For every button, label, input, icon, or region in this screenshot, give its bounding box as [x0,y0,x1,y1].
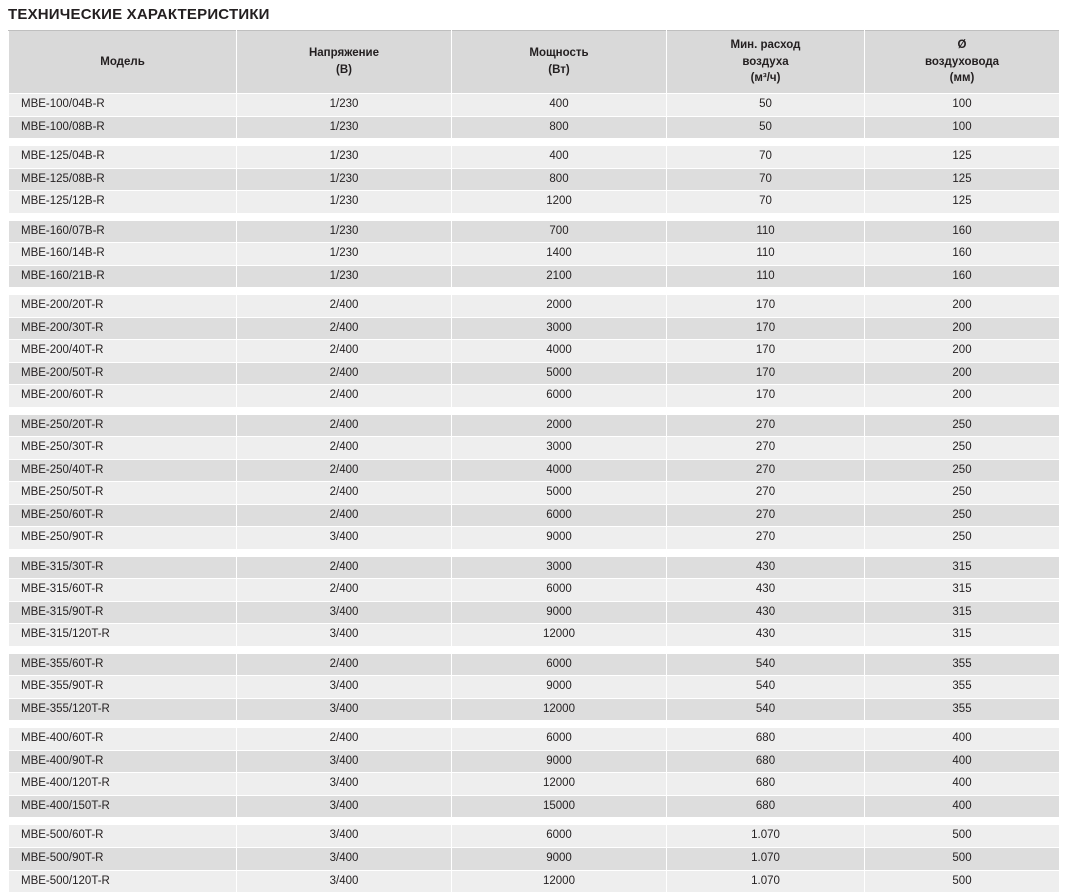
cell-voltage: 3/400 [237,825,452,848]
cell-duct-diameter: 400 [865,750,1060,773]
column-header-power [452,31,667,94]
cell-min-airflow: 50 [667,94,865,117]
column-header-duct-diameter [865,31,1060,94]
cell-power: 6000 [452,385,667,408]
cell-power: 800 [452,168,667,191]
cell-power: 6000 [452,504,667,527]
page-title: ТЕХНИЧЕСКИЕ ХАРАКТЕРИСТИКИ [8,6,270,23]
cell-model: MBE-200/50T-R [9,362,237,385]
column-header-min-airflow-label2: воздуха [742,55,789,68]
cell-power: 400 [452,94,667,117]
table-row [9,795,1060,818]
cell-duct-diameter: 355 [865,653,1060,676]
cell-power: 2100 [452,265,667,288]
cell-duct-diameter: 400 [865,795,1060,818]
cell-duct-diameter: 250 [865,527,1060,550]
cell-model: MBE-355/120T-R [9,698,237,721]
table-row [9,601,1060,624]
cell-min-airflow: 50 [667,116,865,139]
cell-min-airflow: 430 [667,601,865,624]
cell-power: 3000 [452,437,667,460]
cell-power: 9000 [452,750,667,773]
table-row [9,579,1060,602]
table-row [9,168,1060,191]
cell-power: 2000 [452,414,667,437]
cell-model: MBE-355/90T-R [9,676,237,699]
table-group-separator-cell [9,549,1060,556]
cell-power: 6000 [452,825,667,848]
cell-duct-diameter: 160 [865,265,1060,288]
cell-duct-diameter: 160 [865,220,1060,243]
cell-voltage: 1/230 [237,94,452,117]
cell-power: 400 [452,146,667,169]
cell-power: 1400 [452,243,667,266]
cell-power: 12000 [452,870,667,893]
table-group-separator [9,407,1060,414]
cell-power: 1200 [452,191,667,214]
cell-duct-diameter: 250 [865,414,1060,437]
table-row [9,653,1060,676]
cell-min-airflow: 270 [667,527,865,550]
table-group-separator-cell [9,818,1060,825]
cell-model: MBE-355/60T-R [9,653,237,676]
table-group-separator [9,646,1060,653]
cell-voltage: 2/400 [237,437,452,460]
cell-duct-diameter: 315 [865,624,1060,647]
cell-power: 2000 [452,295,667,318]
column-header-voltage-label: Напряжение [308,47,380,60]
cell-voltage: 1/230 [237,116,452,139]
cell-voltage: 3/400 [237,698,452,721]
table-body [9,94,1060,893]
cell-voltage: 2/400 [237,362,452,385]
column-header-voltage [237,31,452,94]
column-header-min-airflow-unit: (м³/ч) [750,72,781,85]
table-group-separator [9,549,1060,556]
cell-voltage: 3/400 [237,847,452,870]
cell-power: 6000 [452,728,667,751]
cell-duct-diameter: 250 [865,437,1060,460]
table-group-separator [9,288,1060,295]
cell-model: MBE-200/20T-R [9,295,237,318]
cell-model: MBE-400/90T-R [9,750,237,773]
table-row [9,773,1060,796]
cell-voltage: 2/400 [237,579,452,602]
column-header-min-airflow-label1: Мин. расход [730,38,801,51]
table-header-row [9,31,1060,94]
cell-power: 5000 [452,482,667,505]
cell-power: 15000 [452,795,667,818]
cell-model: MBE-160/07B-R [9,220,237,243]
cell-voltage: 2/400 [237,317,452,340]
cell-voltage: 2/400 [237,504,452,527]
cell-model: MBE-100/08B-R [9,116,237,139]
table-row [9,825,1060,848]
table-group-separator-cell [9,646,1060,653]
column-header-model [9,31,237,94]
cell-power: 4000 [452,340,667,363]
cell-duct-diameter: 250 [865,459,1060,482]
table-row [9,437,1060,460]
cell-voltage: 2/400 [237,482,452,505]
table-group-separator [9,818,1060,825]
cell-model: MBE-250/20T-R [9,414,237,437]
table-group-separator-cell [9,407,1060,414]
cell-power: 800 [452,116,667,139]
cell-min-airflow: 70 [667,146,865,169]
cell-power: 700 [452,220,667,243]
cell-model: MBE-400/60T-R [9,728,237,751]
cell-min-airflow: 270 [667,482,865,505]
table-row [9,146,1060,169]
cell-power: 12000 [452,698,667,721]
cell-model: MBE-315/60T-R [9,579,237,602]
table-row [9,317,1060,340]
cell-min-airflow: 430 [667,556,865,579]
cell-duct-diameter: 125 [865,191,1060,214]
cell-duct-diameter: 100 [865,116,1060,139]
cell-voltage: 2/400 [237,340,452,363]
cell-duct-diameter: 200 [865,385,1060,408]
table-row [9,191,1060,214]
cell-model: MBE-200/40T-R [9,340,237,363]
cell-voltage: 3/400 [237,527,452,550]
cell-min-airflow: 70 [667,168,865,191]
cell-model: MBE-200/30T-R [9,317,237,340]
cell-voltage: 1/230 [237,146,452,169]
cell-model: MBE-250/50T-R [9,482,237,505]
cell-model: MBE-125/12B-R [9,191,237,214]
table-row [9,676,1060,699]
cell-power: 9000 [452,601,667,624]
cell-min-airflow: 1.070 [667,870,865,893]
cell-model: MBE-500/120T-R [9,870,237,893]
cell-voltage: 2/400 [237,385,452,408]
table-group-separator [9,139,1060,146]
cell-power: 12000 [452,773,667,796]
cell-voltage: 3/400 [237,624,452,647]
table-row [9,847,1060,870]
cell-power: 5000 [452,362,667,385]
cell-model: MBE-315/90T-R [9,601,237,624]
cell-duct-diameter: 200 [865,295,1060,318]
cell-model: MBE-160/21B-R [9,265,237,288]
cell-duct-diameter: 315 [865,579,1060,602]
cell-duct-diameter: 250 [865,504,1060,527]
cell-duct-diameter: 160 [865,243,1060,266]
cell-voltage: 3/400 [237,773,452,796]
cell-power: 9000 [452,847,667,870]
cell-duct-diameter: 355 [865,698,1060,721]
cell-duct-diameter: 400 [865,773,1060,796]
cell-voltage: 1/230 [237,220,452,243]
table-row [9,243,1060,266]
cell-min-airflow: 540 [667,698,865,721]
cell-duct-diameter: 355 [865,676,1060,699]
table-row [9,750,1060,773]
cell-min-airflow: 110 [667,243,865,266]
cell-model: MBE-250/60T-R [9,504,237,527]
table-row [9,698,1060,721]
cell-power: 3000 [452,317,667,340]
cell-min-airflow: 270 [667,459,865,482]
cell-min-airflow: 110 [667,265,865,288]
cell-min-airflow: 430 [667,579,865,602]
cell-min-airflow: 70 [667,191,865,214]
column-header-min-airflow [667,31,865,94]
cell-min-airflow: 680 [667,773,865,796]
column-header-power-label: Мощность [529,47,589,60]
cell-model: MBE-315/120T-R [9,624,237,647]
cell-voltage: 3/400 [237,870,452,893]
column-header-voltage-unit: (В) [336,64,352,76]
cell-min-airflow: 1.070 [667,825,865,848]
cell-voltage: 3/400 [237,601,452,624]
cell-model: MBE-315/30T-R [9,556,237,579]
cell-voltage: 2/400 [237,728,452,751]
cell-min-airflow: 170 [667,317,865,340]
table-row [9,414,1060,437]
cell-duct-diameter: 500 [865,825,1060,848]
cell-min-airflow: 430 [667,624,865,647]
column-header-duct-diameter-symbol: Ø [957,38,967,51]
table-group-separator [9,213,1060,220]
cell-voltage: 2/400 [237,653,452,676]
table-row [9,728,1060,751]
cell-duct-diameter: 200 [865,362,1060,385]
table-row [9,220,1060,243]
column-header-duct-diameter-label: воздуховода [924,55,1000,68]
cell-min-airflow: 680 [667,750,865,773]
table-row [9,340,1060,363]
table-group-separator [9,721,1060,728]
column-header-power-unit: (Вт) [548,64,570,76]
cell-duct-diameter: 315 [865,601,1060,624]
cell-model: MBE-500/60T-R [9,825,237,848]
cell-duct-diameter: 125 [865,146,1060,169]
cell-model: MBE-250/40T-R [9,459,237,482]
cell-min-airflow: 170 [667,295,865,318]
cell-min-airflow: 540 [667,676,865,699]
cell-power: 6000 [452,653,667,676]
cell-duct-diameter: 100 [865,94,1060,117]
cell-min-airflow: 170 [667,340,865,363]
cell-power: 9000 [452,676,667,699]
table-row [9,504,1060,527]
table-row [9,116,1060,139]
cell-min-airflow: 680 [667,795,865,818]
cell-model: MBE-250/90T-R [9,527,237,550]
cell-voltage: 2/400 [237,459,452,482]
table-header [9,31,1060,94]
cell-model: MBE-250/30T-R [9,437,237,460]
cell-voltage: 2/400 [237,556,452,579]
cell-voltage: 2/400 [237,414,452,437]
table-row [9,527,1060,550]
cell-voltage: 2/400 [237,295,452,318]
cell-duct-diameter: 125 [865,168,1060,191]
table-row [9,624,1060,647]
table-row [9,94,1060,117]
cell-duct-diameter: 250 [865,482,1060,505]
cell-model: MBE-400/150T-R [9,795,237,818]
cell-min-airflow: 270 [667,414,865,437]
table-row [9,362,1060,385]
cell-model: MBE-125/04B-R [9,146,237,169]
cell-voltage: 1/230 [237,168,452,191]
table-row [9,265,1060,288]
table-row [9,385,1060,408]
cell-min-airflow: 270 [667,504,865,527]
technical-specifications-table [8,30,1060,893]
cell-voltage: 1/230 [237,243,452,266]
table-row [9,556,1060,579]
cell-power: 3000 [452,556,667,579]
cell-voltage: 3/400 [237,795,452,818]
cell-model: MBE-400/120T-R [9,773,237,796]
cell-min-airflow: 270 [667,437,865,460]
column-header-duct-diameter-unit: (мм) [949,72,975,85]
cell-duct-diameter: 200 [865,340,1060,363]
cell-duct-diameter: 200 [865,317,1060,340]
cell-power: 9000 [452,527,667,550]
cell-min-airflow: 170 [667,385,865,408]
cell-duct-diameter: 500 [865,847,1060,870]
table-row [9,482,1060,505]
cell-min-airflow: 680 [667,728,865,751]
cell-min-airflow: 540 [667,653,865,676]
table-group-separator-cell [9,213,1060,220]
cell-min-airflow: 110 [667,220,865,243]
cell-model: MBE-125/08B-R [9,168,237,191]
table-group-separator-cell [9,721,1060,728]
cell-voltage: 1/230 [237,191,452,214]
table-row [9,295,1060,318]
cell-min-airflow: 170 [667,362,865,385]
table-row [9,459,1060,482]
column-header-model-label: Модель [100,55,145,68]
cell-power: 12000 [452,624,667,647]
table-group-separator-cell [9,288,1060,295]
cell-duct-diameter: 500 [865,870,1060,893]
cell-power: 6000 [452,579,667,602]
table-row [9,870,1060,893]
cell-duct-diameter: 315 [865,556,1060,579]
cell-model: MBE-200/60T-R [9,385,237,408]
cell-min-airflow: 1.070 [667,847,865,870]
cell-duct-diameter: 400 [865,728,1060,751]
cell-voltage: 3/400 [237,676,452,699]
cell-voltage: 3/400 [237,750,452,773]
cell-model: MBE-500/90T-R [9,847,237,870]
table-group-separator-cell [9,139,1060,146]
cell-power: 4000 [452,459,667,482]
cell-model: MBE-100/04B-R [9,94,237,117]
cell-voltage: 1/230 [237,265,452,288]
cell-model: MBE-160/14B-R [9,243,237,266]
